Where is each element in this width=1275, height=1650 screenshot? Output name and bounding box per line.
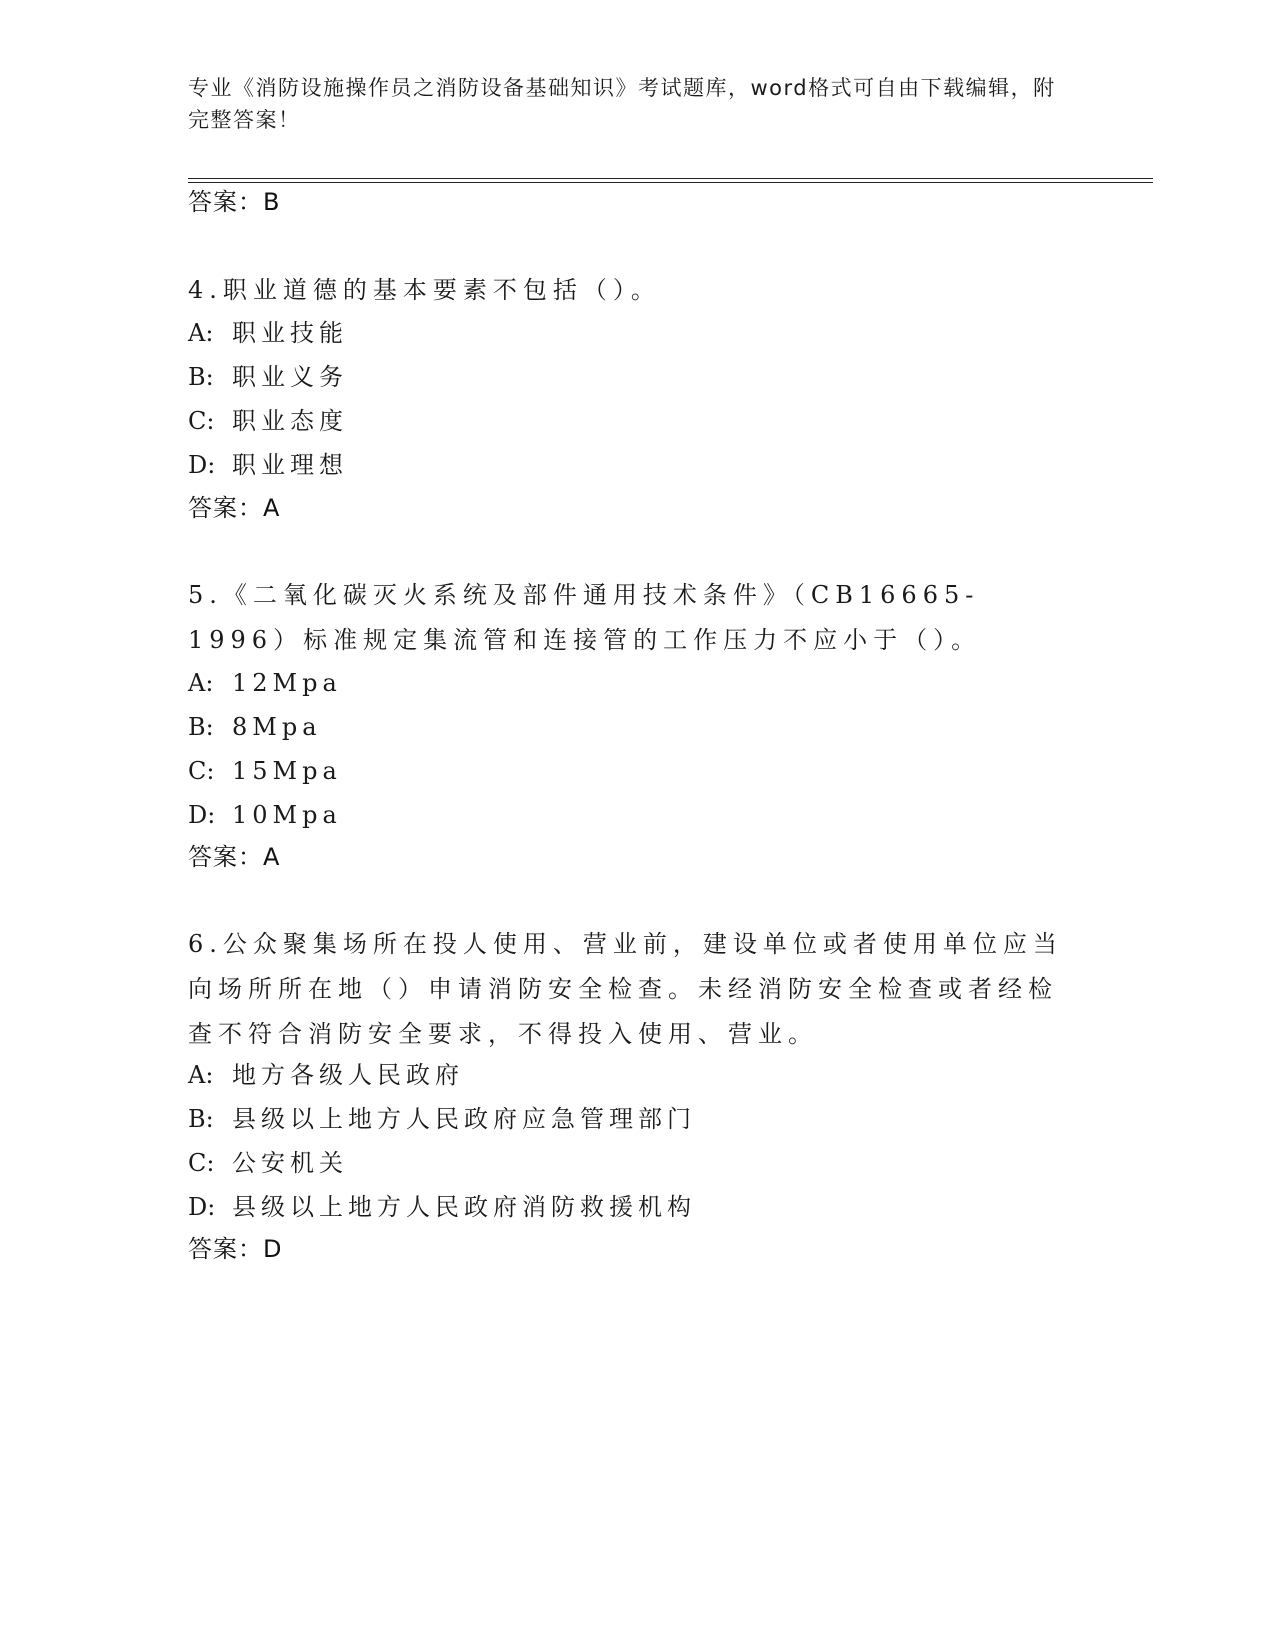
option-text: 公安机关 — [232, 1149, 348, 1177]
option-text: 8Mpa — [232, 713, 322, 741]
option-key: A: — [188, 1061, 214, 1089]
option-text: 县级以上地方人民政府消防救援机构 — [232, 1193, 696, 1221]
option-text: 15Mpa — [232, 757, 342, 785]
option-key: B: — [188, 363, 214, 391]
question-6-answer: 答案：D — [188, 1235, 283, 1263]
option-key: C: — [188, 757, 215, 785]
option-text: 10Mpa — [232, 801, 342, 829]
option-key: D: — [188, 1193, 216, 1221]
option-key: C: — [188, 407, 215, 435]
header-divider-bottom — [188, 182, 1153, 183]
question-6-option-b — [188, 1104, 1068, 1134]
question-5-option-c — [188, 756, 1068, 786]
question-4-answer: 答案：A — [188, 494, 281, 522]
option-text: 职业态度 — [232, 407, 348, 435]
question-5-text: 5.《二氧化碳灭火系统及部件通用技术条件》（CB16665-1996）标准规定集流管和连接管的工作压力不应小于（）。 — [188, 581, 982, 654]
question-5-option-d — [188, 800, 1068, 830]
question-5-answer: 答案：A — [188, 843, 281, 871]
option-text: 职业义务 — [232, 363, 348, 391]
option-key: D: — [188, 451, 216, 479]
question-4-option-c — [188, 406, 1068, 436]
question-4-option-d — [188, 450, 1068, 480]
option-key: C: — [188, 1149, 215, 1177]
option-text: 地方各级人民政府 — [232, 1061, 464, 1089]
option-key: B: — [188, 713, 214, 741]
question-6-option-a — [188, 1060, 1068, 1090]
option-key: A: — [188, 669, 214, 697]
question-6-text: 6.公众聚集场所在投人使用、营业前，建设单位或者使用单位应当向场所所在地（）申请消防安全检查。未经消防安全检查或者经检查不符合消防安全要求，不得投入使用、营业。 — [188, 930, 1063, 1048]
option-key: A: — [188, 319, 214, 347]
question-6-option-d — [188, 1192, 1068, 1222]
question-4-option-b — [188, 362, 1068, 392]
option-key: B: — [188, 1105, 214, 1133]
question-4-text: 4.职业道德的基本要素不包括（）。 — [188, 276, 661, 304]
option-key: D: — [188, 801, 216, 829]
question-5-option-b — [188, 712, 1068, 742]
question-5-option-a — [188, 668, 1068, 698]
document-header: 专业《消防设施操作员之消防设备基础知识》考试题库，word格式可自由下载编辑，附完整答案！ — [188, 76, 1056, 132]
answer-line-prev: 答案：B — [188, 188, 281, 216]
option-text: 县级以上地方人民政府应急管理部门 — [232, 1105, 696, 1133]
option-text: 职业技能 — [232, 319, 348, 347]
option-text: 12Mpa — [232, 669, 342, 697]
option-text: 职业理想 — [232, 451, 348, 479]
header-divider-top — [188, 178, 1153, 179]
question-4-option-a — [188, 318, 1068, 348]
question-6-option-c — [188, 1148, 1068, 1178]
